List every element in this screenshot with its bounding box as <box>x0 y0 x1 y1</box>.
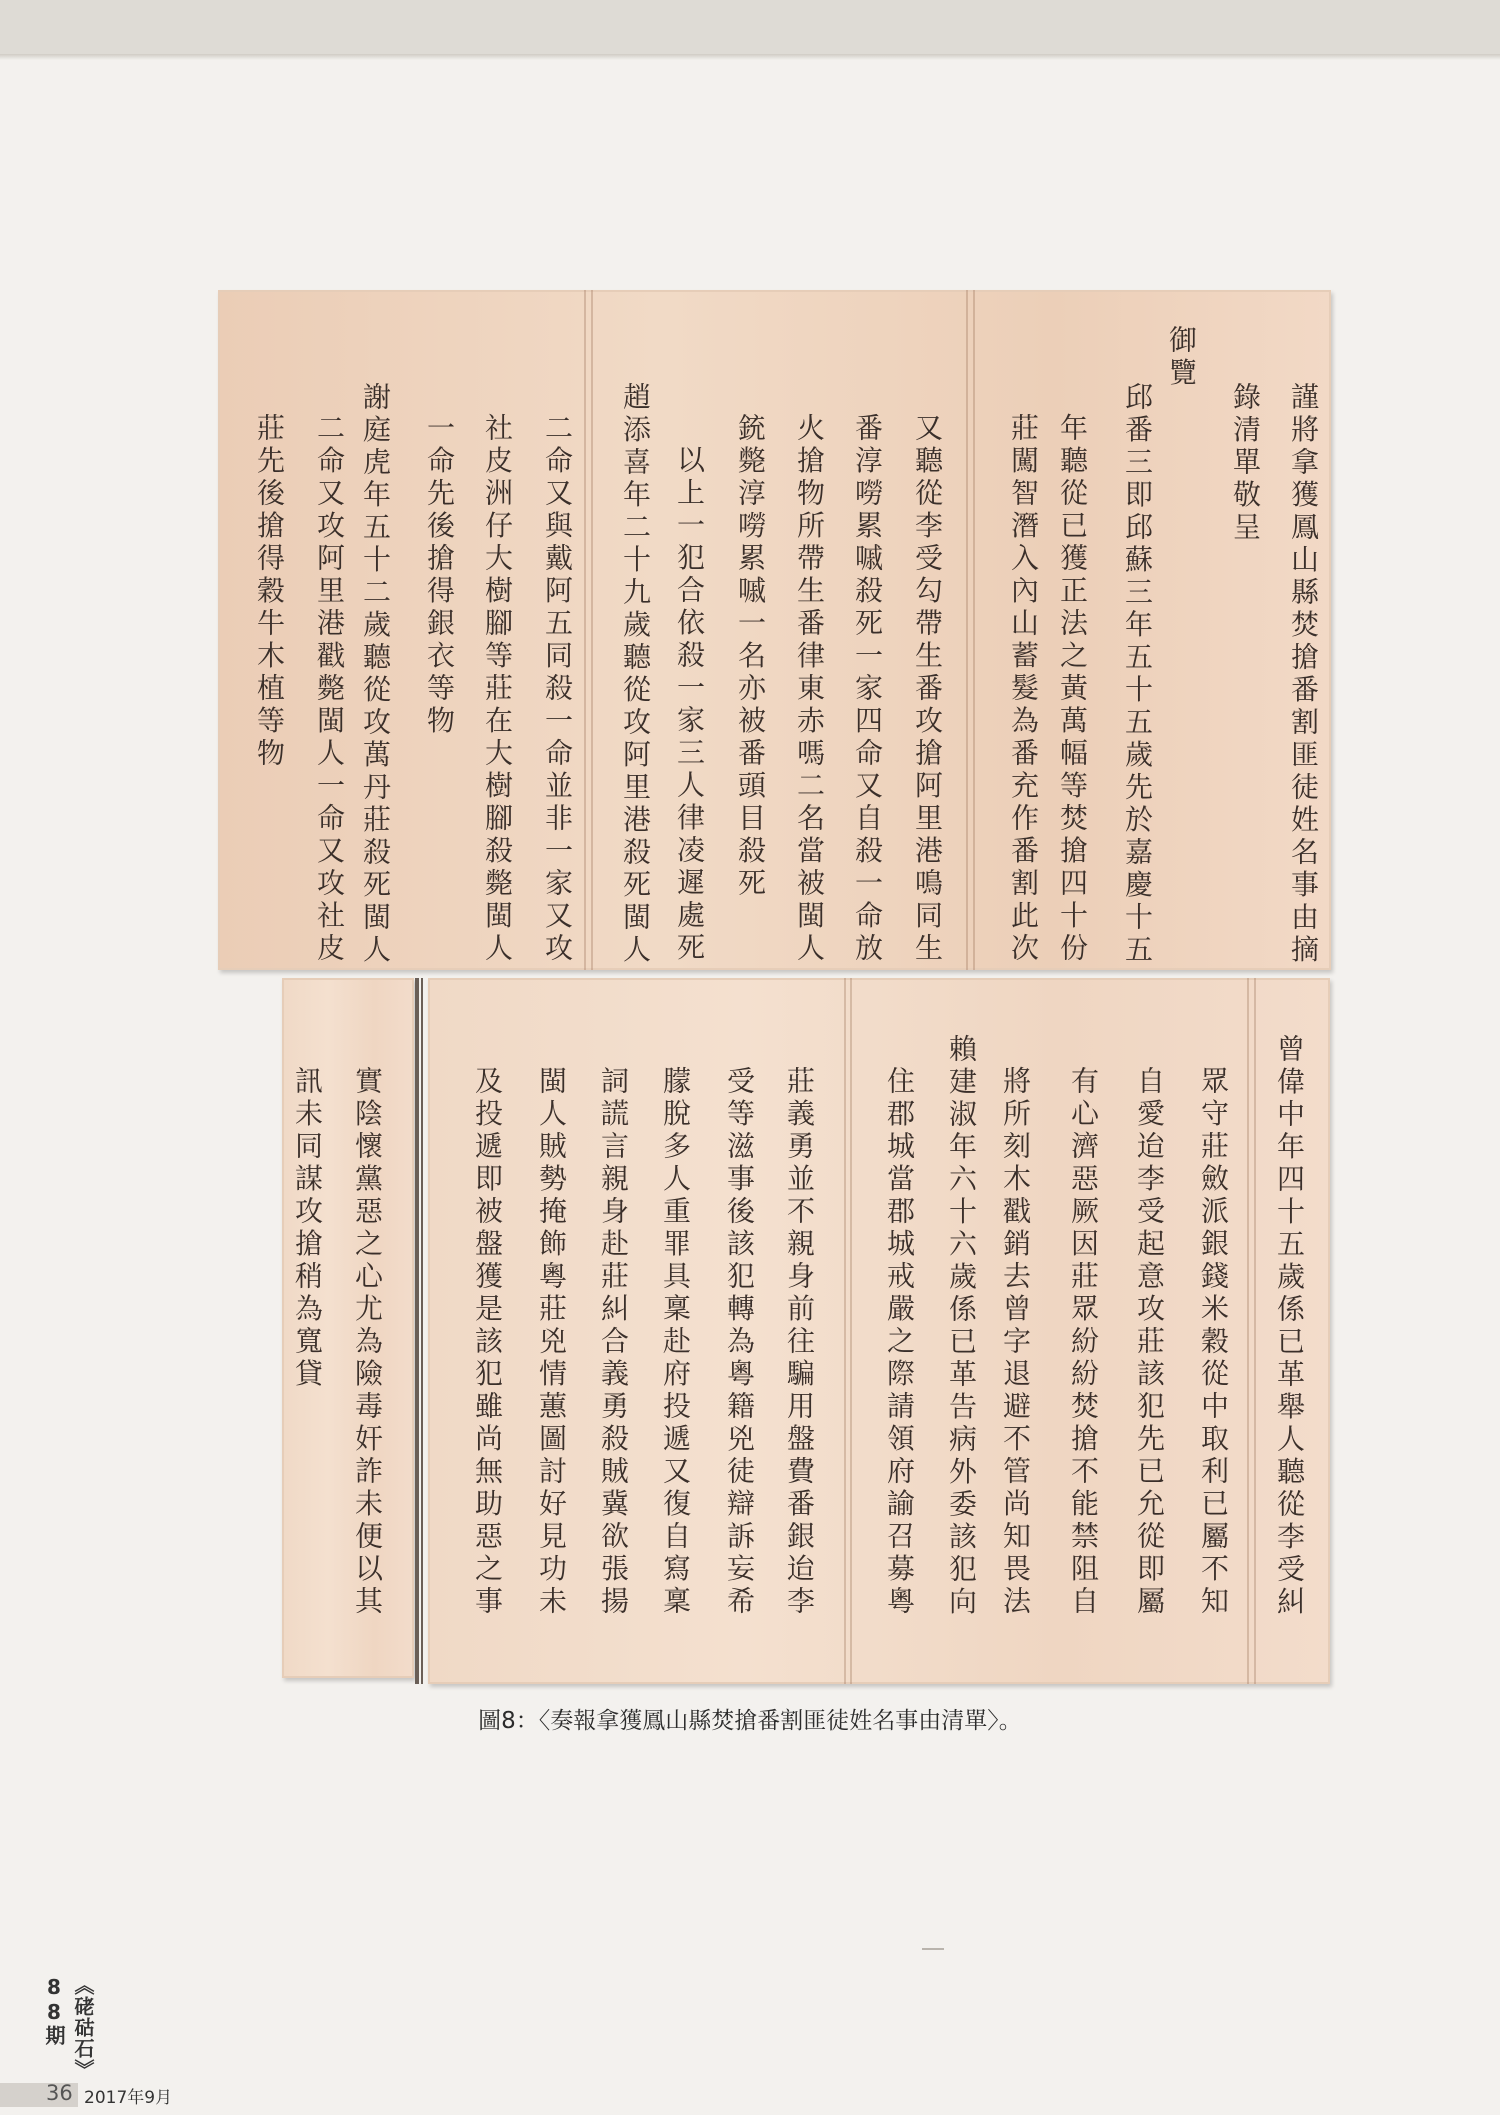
panel-fold-line <box>584 290 586 970</box>
panel-fold-line <box>850 978 852 1684</box>
document-column: 趙添喜年二十九歲聽從攻阿里港殺死閩人 <box>619 382 652 967</box>
panel-fold-line <box>844 978 846 1684</box>
page-footer <box>0 2079 240 2111</box>
panel-frame-line <box>421 978 423 1684</box>
document-column: 銃斃淳嘮累嘁一名亦被番頭目殺死 <box>734 413 767 901</box>
document-column: 二命又與戴阿五同殺一命並非一家又攻 <box>541 413 574 966</box>
document-column: 曾偉中年四十五歲係已革舉人聽從李受糾 <box>1273 1034 1306 1619</box>
document-column: 謹將拿獲鳳山縣焚搶番割匪徒姓名事由摘 <box>1287 382 1320 967</box>
document-column: 莊義勇並不親身前往騙用盤費番銀迨李 <box>783 1066 816 1619</box>
panel-fold-line <box>1247 978 1249 1684</box>
document-column: 及投遞即被盤獲是該犯雖尚無助惡之事 <box>471 1066 504 1619</box>
document-column: 社皮洲仔大樹腳等莊在大樹腳殺斃閩人 <box>481 413 514 966</box>
document-column: 實陰懷黨惡之心尤為險毒奸詐未便以其 <box>351 1066 384 1619</box>
document-column: 錄清單敬呈 <box>1229 382 1262 545</box>
document-column: 住郡城當郡城戒嚴之際請領府諭召募粵 <box>883 1066 916 1619</box>
document-column: 又聽從李受勾帶生番攻搶阿里港鳴同生 <box>911 413 944 966</box>
document-column: 詞謊言親身赴莊糾合義勇殺賊冀欲張揚 <box>597 1066 630 1619</box>
document-column-emperor: 御覽 <box>1165 325 1198 390</box>
magazine-title: 《硓𥑮石》88期 <box>42 1975 95 2080</box>
document-column: 以上一犯合依殺一家三人律凌遲處死 <box>673 445 706 965</box>
document-column: 閩人賊勢掩飾粵莊兇情蕙圖討好見功未 <box>535 1066 568 1619</box>
document-column: 年聽從已獲正法之黃萬幅等焚搶四十份 <box>1056 413 1089 966</box>
document-column: 二命又攻阿里港戳斃閩人一命又攻社皮 <box>313 413 346 966</box>
document-column: 受等滋事後該犯轉為粵籍兇徒辯訴妄希 <box>723 1066 756 1619</box>
issue-date: 2017年9月 <box>84 2088 173 2108</box>
figure-caption: 圖8：〈奏報拿獲鳳山縣焚搶番割匪徒姓名事由清單〉。 <box>478 1708 1022 1734</box>
panel-fold-line <box>1254 978 1256 1684</box>
page-number: 36 <box>46 2081 73 2105</box>
document-column: 謝庭虎年五十二歲聽從攻萬丹莊殺死閩人 <box>359 382 392 967</box>
scan-speck <box>922 1948 944 1950</box>
document-column: 賴建淑年六十六歲係已革告病外委該犯向 <box>945 1034 978 1619</box>
panel-fold-line <box>591 290 593 970</box>
document-column: 朦脫多人重罪具稟赴府投遞又復自寫稟 <box>659 1066 692 1619</box>
document-column: 邱番三即邱蘇三年五十五歲先於嘉慶十五 <box>1121 382 1154 967</box>
document-column: 火搶物所帶生番律東赤嗎二名當被閩人 <box>793 413 826 966</box>
document-column: 有心濟惡厥因莊眾紛紛焚搶不能禁阻自 <box>1067 1066 1100 1619</box>
document-column: 莊先後搶得穀牛木植等物 <box>253 413 286 771</box>
panel-frame-line <box>415 978 419 1684</box>
document-column: 番淳嘮累嘁殺死一家四命又自殺一命放 <box>851 413 884 966</box>
document-column: 自愛迨李受起意攻莊該犯先已允從即屬 <box>1133 1066 1166 1619</box>
document-column: 眾守莊斂派銀錢米穀從中取利已屬不知 <box>1197 1066 1230 1619</box>
panel-fold-line <box>966 290 968 970</box>
scan-top-band <box>0 0 1500 60</box>
document-column: 一命先後搶得銀衣等物 <box>423 413 456 738</box>
document-column: 莊闖智潛入內山蓄髮為番充作番割此次 <box>1007 413 1040 966</box>
document-column: 將所刻木戳銷去曾字退避不管尚知畏法 <box>999 1066 1032 1619</box>
document-column: 訊未同謀攻搶稍為寬貸 <box>291 1066 324 1391</box>
panel-fold-line <box>973 290 975 970</box>
